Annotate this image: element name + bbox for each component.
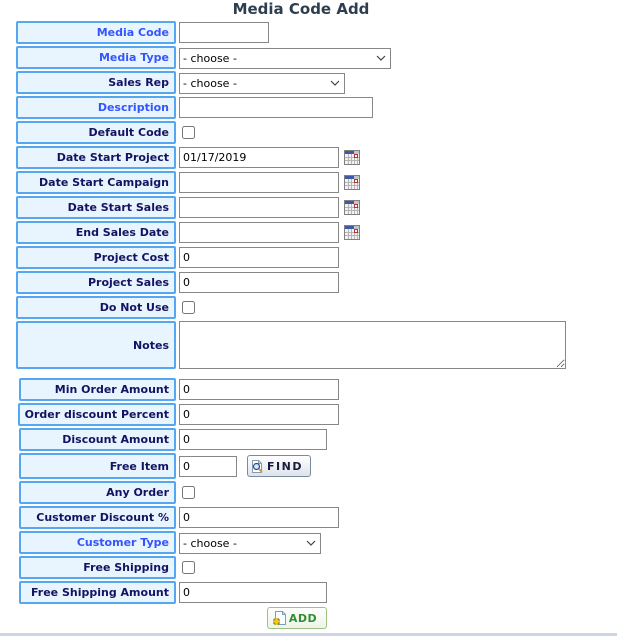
date-start-sales-input[interactable] <box>179 197 339 218</box>
row-sales-rep <box>0 71 617 94</box>
label-customer-discount: Customer Discount % <box>19 506 176 529</box>
add-document-icon <box>272 611 286 626</box>
bottom-divider <box>0 633 617 636</box>
label-notes: Notes <box>16 321 176 369</box>
row-date-start-sales <box>0 196 617 219</box>
row-notes <box>0 321 617 369</box>
row-end-sales-date <box>0 221 617 244</box>
label-order-discount-percent: Order discount Percent <box>18 403 176 426</box>
row-date-start-project <box>0 146 617 169</box>
row-free-shipping-amount <box>0 581 617 604</box>
label-media-type[interactable]: Media Type <box>16 46 176 69</box>
media-type-select[interactable] <box>179 48 391 69</box>
project-cost-input[interactable] <box>179 247 339 268</box>
min-order-amount-input[interactable] <box>179 379 339 400</box>
page-title: Media Code Add <box>232 0 370 18</box>
any-order-checkbox[interactable] <box>182 486 195 499</box>
row-customer-type <box>0 531 617 554</box>
label-default-code: Default Code <box>16 121 176 144</box>
default-code-checkbox[interactable] <box>182 126 195 139</box>
customer-discount-input[interactable] <box>179 507 339 528</box>
row-order-discount-percent <box>0 403 617 426</box>
order-discount-percent-input[interactable] <box>179 404 339 425</box>
label-project-cost: Project Cost <box>16 246 176 269</box>
label-free-item: Free Item <box>19 453 176 479</box>
row-project-sales <box>0 271 617 294</box>
label-date-start-campaign: Date Start Campaign <box>16 171 176 194</box>
calendar-icon[interactable] <box>344 200 360 215</box>
calendar-icon[interactable] <box>344 150 360 165</box>
label-media-code[interactable]: Media Code <box>16 21 176 44</box>
find-button[interactable]: FIND <box>247 455 311 477</box>
row-min-order-amount <box>0 378 617 401</box>
row-project-cost <box>0 246 617 269</box>
label-date-start-project: Date Start Project <box>16 146 176 169</box>
label-end-sales-date: End Sales Date <box>16 221 176 244</box>
row-default-code <box>0 121 617 144</box>
row-media-type <box>0 46 617 69</box>
date-start-project-input[interactable] <box>179 147 339 168</box>
row-description <box>0 96 617 119</box>
label-customer-type[interactable]: Customer Type <box>19 531 176 554</box>
row-any-order <box>0 481 617 504</box>
notes-textarea[interactable] <box>179 321 566 369</box>
discount-amount-input[interactable] <box>179 429 327 450</box>
do-not-use-checkbox[interactable] <box>182 301 195 314</box>
free-shipping-amount-input[interactable] <box>179 582 327 603</box>
description-input[interactable] <box>179 97 373 118</box>
label-project-sales: Project Sales <box>16 271 176 294</box>
label-free-shipping-amount: Free Shipping Amount <box>19 581 176 604</box>
row-free-shipping <box>0 556 617 579</box>
add-button[interactable]: ADD <box>267 607 327 629</box>
customer-type-select[interactable] <box>179 533 321 554</box>
row-customer-discount <box>0 506 617 529</box>
label-min-order-amount: Min Order Amount <box>19 378 176 401</box>
sales-rep-select[interactable] <box>179 73 345 94</box>
search-document-icon <box>251 459 265 474</box>
calendar-icon[interactable] <box>344 175 360 190</box>
date-start-campaign-input[interactable] <box>179 172 339 193</box>
label-sales-rep: Sales Rep <box>16 71 176 94</box>
label-discount-amount: Discount Amount <box>19 428 176 451</box>
free-shipping-checkbox[interactable] <box>182 561 195 574</box>
free-item-input[interactable] <box>179 456 237 477</box>
row-free-item <box>0 453 617 479</box>
calendar-icon[interactable] <box>344 225 360 240</box>
project-sales-input[interactable] <box>179 272 339 293</box>
row-media-code <box>0 21 617 44</box>
add-button-row <box>0 607 594 630</box>
row-discount-amount <box>0 428 617 451</box>
label-do-not-use: Do Not Use <box>16 296 176 319</box>
row-do-not-use <box>0 296 617 319</box>
section-gap <box>0 371 617 378</box>
media-code-input[interactable] <box>179 22 269 43</box>
end-sales-date-input[interactable] <box>179 222 339 243</box>
label-description[interactable]: Description <box>16 96 176 119</box>
row-date-start-campaign <box>0 171 617 194</box>
label-free-shipping: Free Shipping <box>19 556 176 579</box>
label-date-start-sales: Date Start Sales <box>16 196 176 219</box>
label-any-order: Any Order <box>19 481 176 504</box>
